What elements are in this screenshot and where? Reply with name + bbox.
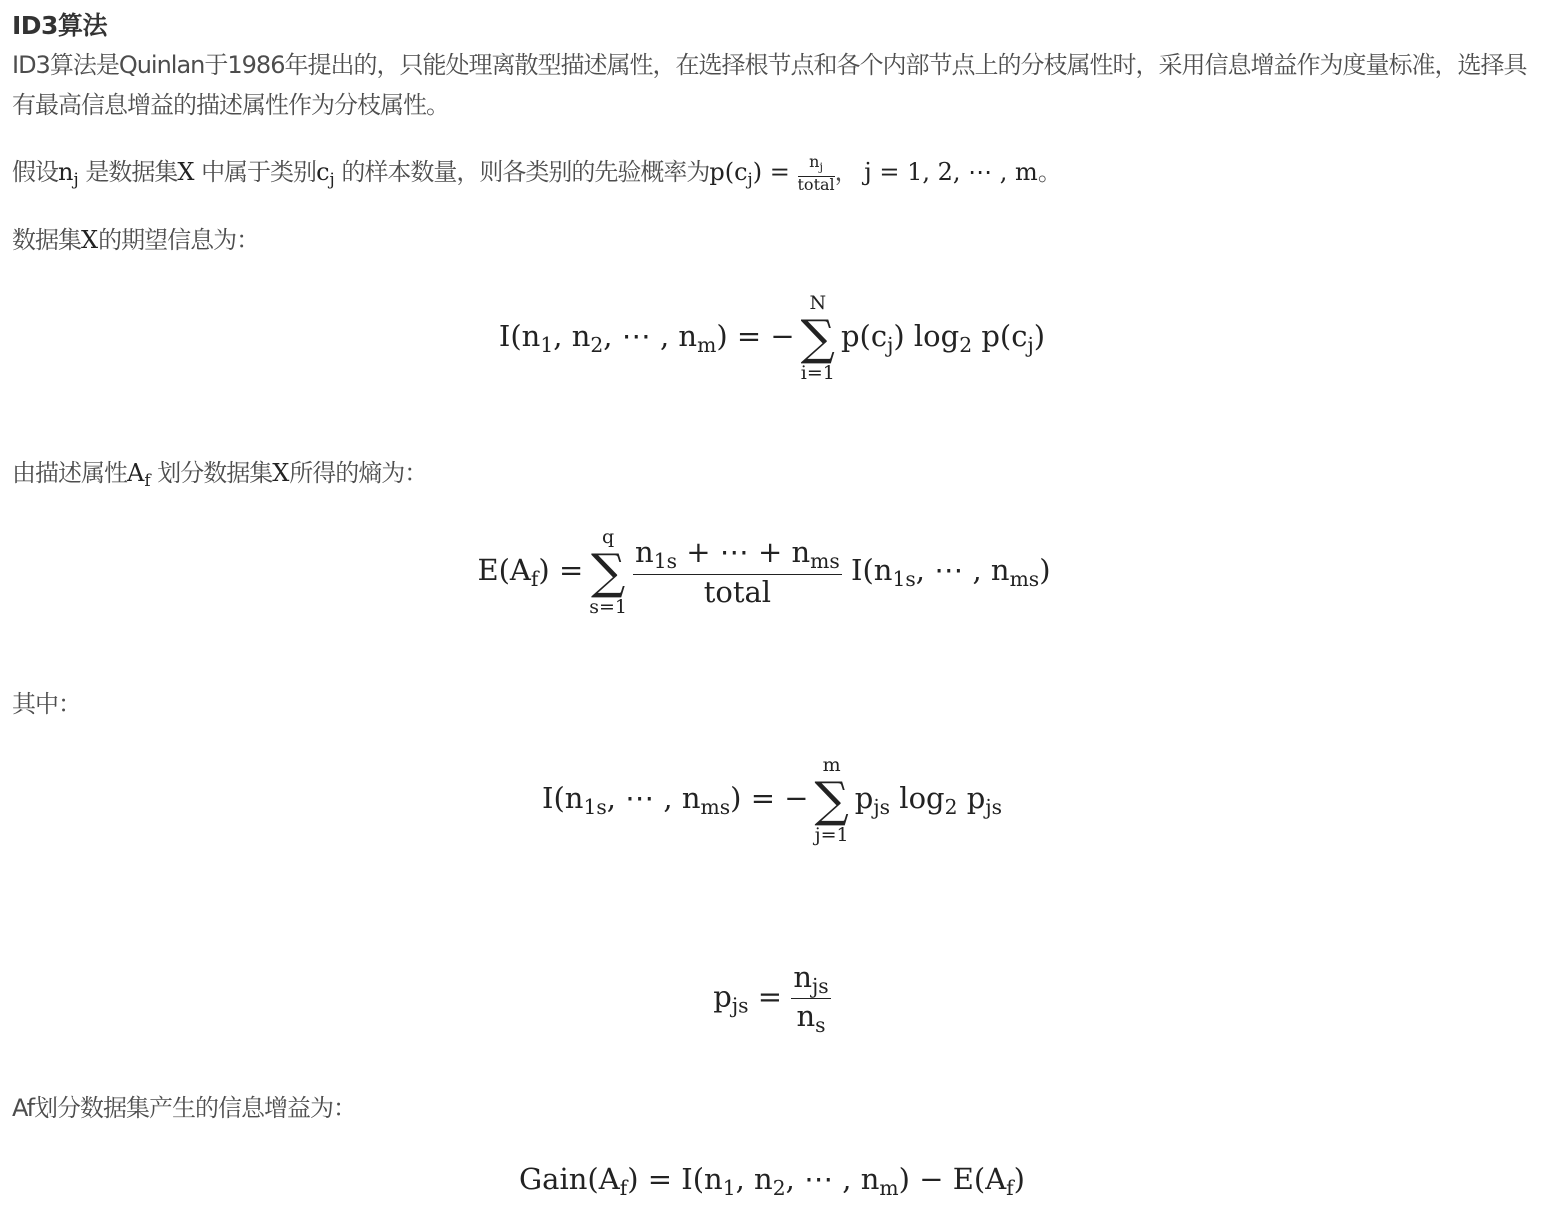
equation-entropy: $E(A_f)$ = q ∑ s=1 $\frac{n_{1s} + \cdots + n_{ms}}{\text{total}}$ $I(n_{1s}$, ⋯ , $n_{ms}$) [477,526,1051,618]
math-x: X [272,459,290,487]
text: 数据集 [12,226,81,254]
where-paragraph: 其中： [12,690,81,718]
equation-subset-information: $I(n_{1s}$, ⋯ , $n_{ms}$) = − m ∑ j=1 $p_{js}$ $\log_2 p_{js}$ [541,754,1003,846]
text: ， [834,158,858,186]
text: 由描述属性 [12,459,127,487]
text: 的期望信息为： [98,226,260,254]
math-x: X [177,158,195,186]
math-nj: $n_j$ [58,158,79,190]
text: 是数据集 [85,158,178,186]
text: 划分数据集 [157,459,273,487]
intro-paragraph: ID3算法是Quinlan于1986年提出的，只能处理离散型描述属性，在选择根节点和各个内部节点上的分枝属性时，采用信息增益作为度量标准，选择具有最高信息增益的描述属性作为分枝属性。 [12,51,1527,119]
gain-paragraph: Af划分数据集产生的信息增益为： [12,1094,357,1122]
text: 。 [1037,158,1061,186]
equation-pjs: $p_{js}$ = $\frac{n_{js}}{n_s}$ [713,960,829,1038]
text: 假设 [12,158,58,186]
prior-probability-paragraph [12,152,1061,199]
text: 的样本数量，则各类别的先验概率为 [341,158,710,186]
equation-information-gain: $Gain(A_f) = I(n_1$, $n_2$, ⋯ , $n_m) - E(A_f)$ [519,1162,1025,1201]
math-j-range: j = 1, 2, ⋯ , m [864,158,1038,186]
page-title: ID3算法 [12,11,107,40]
expected-info-paragraph [12,220,259,260]
math-cj: $c_j$ [316,158,335,190]
text: 所得的熵为： [289,459,428,487]
equation-expected-information: $I(n_1$, $n_2$, ⋯ , $n_m$) = − N ∑ i=1 $p(c_j)$ $\log_2 p(c_j)$ [498,292,1046,384]
math-af: $A_f$ [127,459,151,491]
text: 中属于类别 [201,158,317,186]
entropy-paragraph [12,453,427,500]
math-x: X [81,226,99,254]
math-prior: $p(c_j)$ = $\frac{n_j}{\text{total}}$ [709,152,835,194]
